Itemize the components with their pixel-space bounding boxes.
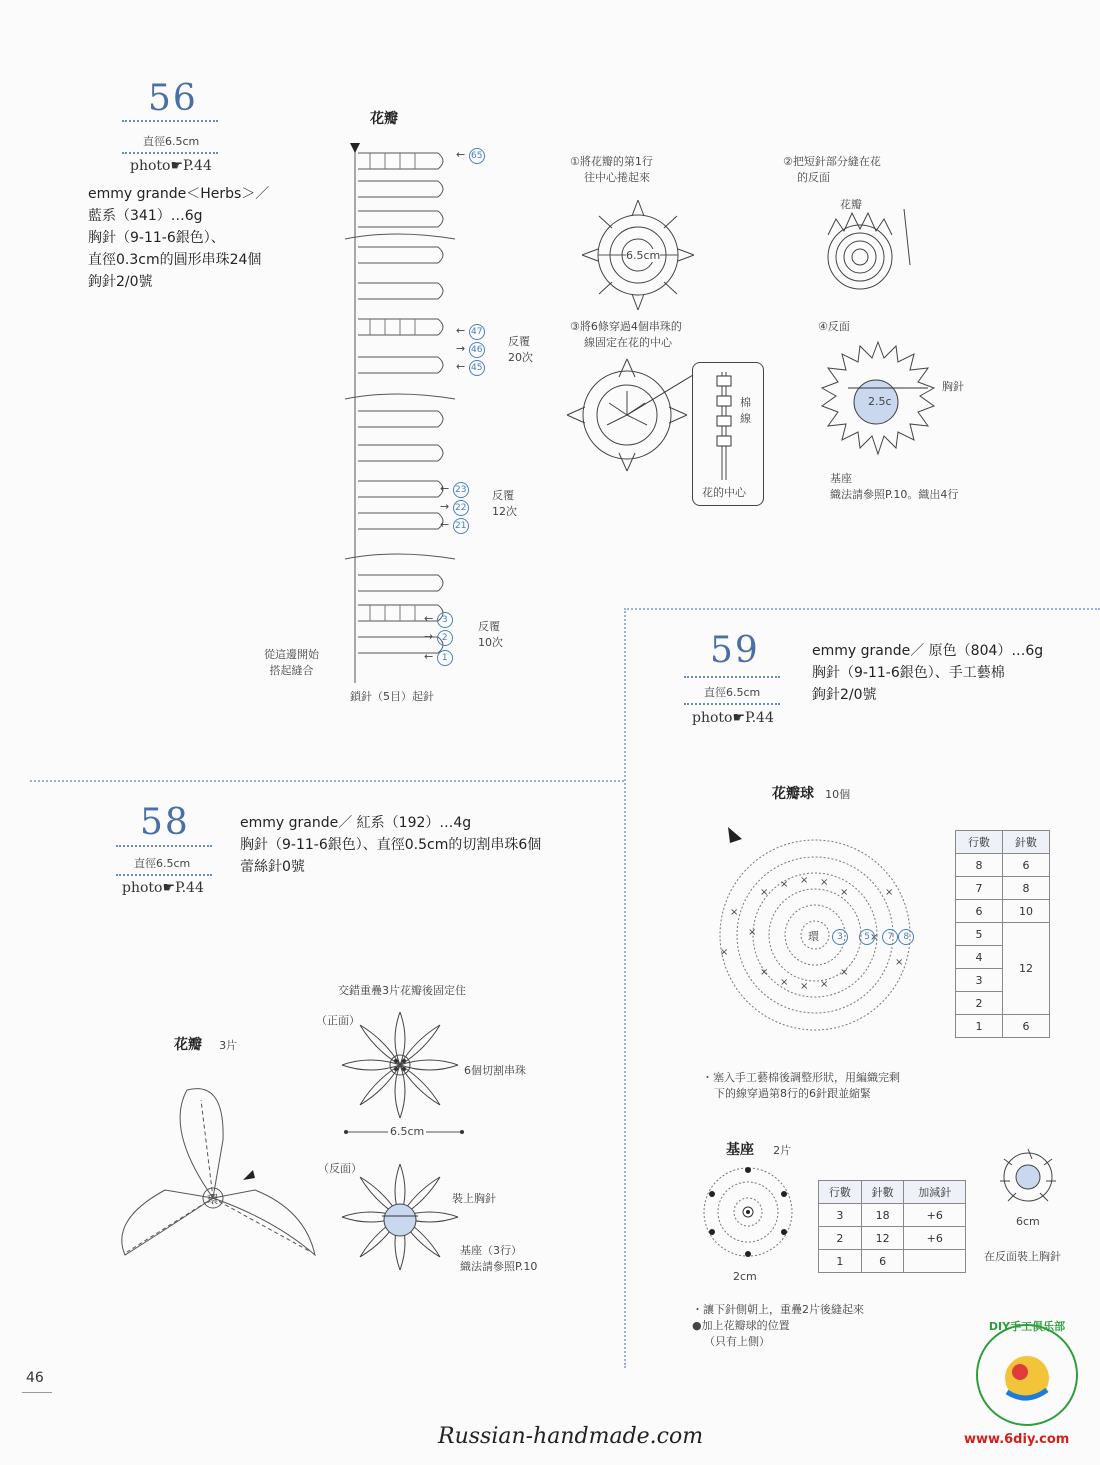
flower-back-58-diagram xyxy=(340,1162,460,1277)
pattern-56-diameter: 直徑6.5cm xyxy=(143,135,200,148)
base-title: 基座 2片 xyxy=(726,1142,792,1158)
front-label: （正面） xyxy=(316,1014,360,1027)
pattern-56-photo-ref: photo☛P.44 xyxy=(130,158,212,174)
divider-left xyxy=(30,780,624,782)
base-size-6: 6cm xyxy=(1016,1215,1040,1228)
size-2-5: 2.5c xyxy=(868,395,892,408)
dotted-rule xyxy=(116,874,212,876)
dotted-rule xyxy=(116,845,212,847)
back-brooch-diagram xyxy=(990,1145,1070,1215)
chain-note: 鎖針（5目）起針 xyxy=(350,690,434,703)
step-3: ③將6條穿過4個串珠的 線固定在花的中心 xyxy=(570,320,682,349)
back-label: （反面） xyxy=(318,1162,362,1175)
petal-58-title: 花瓣 3片 xyxy=(174,1037,238,1053)
ball-table: 行數 針數 8 6 7 8 6 10 5 12 4 3 2 1 6 xyxy=(955,830,1050,1038)
page-number-rule xyxy=(22,1392,52,1393)
petal-chart-title: 花瓣 xyxy=(370,111,398,127)
svg-text:×: × xyxy=(800,875,809,886)
step-2: ②把短針部分縫在花 的反面 xyxy=(783,155,881,184)
ball-title: 花瓣球 10個 xyxy=(772,786,851,802)
row-marker-3: ← 3 xyxy=(424,612,453,628)
logo-text: DIY手工俱乐部 xyxy=(988,1320,1066,1333)
width-label: 6.5cm xyxy=(390,1125,425,1138)
pattern-58-photo-ref: photo☛P.44 xyxy=(122,880,204,896)
ball-note: ・塞入手工藝棉後調整形狀，用編織完剩 下的線穿過第8行的6針跟並縮緊 xyxy=(702,1071,900,1100)
pattern-59-materials xyxy=(812,640,1043,706)
row-marker-22: → 22 xyxy=(440,500,469,516)
site-logo xyxy=(964,1320,1082,1450)
petal-ring: 環 xyxy=(207,1193,218,1206)
svg-text:×: × xyxy=(720,947,729,958)
pattern-59-number: 59 xyxy=(710,630,760,671)
base-size-2: 2cm xyxy=(733,1270,757,1283)
flower-center-label: 花的中心 xyxy=(702,486,746,499)
watermark-text: Russian-handmade.com xyxy=(438,1424,704,1449)
repeat-note-a: 反覆 20次 xyxy=(508,335,533,364)
size-6-5: 6.5cm xyxy=(626,249,661,262)
svg-text:×: × xyxy=(820,979,829,990)
pattern-58-number: 58 xyxy=(140,802,190,843)
material-line: 胸針（9-11-6銀色）、 xyxy=(88,230,225,246)
back-note: 在反面裝上胸針 xyxy=(984,1250,1061,1263)
base-chart xyxy=(698,1160,803,1265)
row-marker-21: ← 21 xyxy=(440,518,469,534)
svg-text:×: × xyxy=(840,887,849,898)
ball-row-labels: 3 5 7 8 xyxy=(832,924,914,945)
material-line: 直徑0.3cm的圓形串珠24個 xyxy=(88,252,262,268)
material-line: emmy grande／ 原色（804）…6g xyxy=(812,643,1044,659)
svg-text:×: × xyxy=(870,932,879,943)
svg-text:×: × xyxy=(748,927,757,938)
step-1: ①將花瓣的第1行 往中心捲起來 xyxy=(570,155,653,184)
repeat-note-c: 反覆 10次 xyxy=(478,620,503,649)
brooch-58-label: 裝上胸針 xyxy=(452,1192,496,1205)
pattern-59-diameter: 直徑6.5cm xyxy=(704,686,761,699)
brooch-label: 胸針 xyxy=(942,380,964,393)
row-marker-46: → 46 xyxy=(456,342,485,358)
step-2-petal-label: 花瓣 xyxy=(840,198,862,211)
pattern-56-materials xyxy=(88,183,269,293)
base-label: 基座 織法請參照P.10。織出4行 xyxy=(830,472,959,501)
row-marker-45: ← 45 xyxy=(456,360,485,376)
pattern-58-materials xyxy=(240,812,541,878)
material-line: 藍系（341）…6g xyxy=(88,208,203,224)
page-number: 46 xyxy=(26,1370,44,1386)
material-line: emmy grande／ 紅系（192）…4g xyxy=(240,815,472,831)
svg-text:×: × xyxy=(760,967,769,978)
material-line: 胸針（9-11-6銀色）、手工藝棉 xyxy=(812,665,1005,681)
base-table: 行數 針數 加減針 3 18 +6 2 12 +6 1 6 xyxy=(818,1180,966,1273)
cotton-label: 棉線 xyxy=(740,396,751,425)
svg-text:×: × xyxy=(820,877,829,888)
logo-url: www.6diy.com xyxy=(964,1432,1070,1447)
row-marker-1: ← 1 xyxy=(424,650,453,666)
three-petal-chart xyxy=(105,1070,330,1270)
svg-text:×: × xyxy=(780,977,789,988)
bead-strand-diagram xyxy=(704,372,744,482)
svg-text:×: × xyxy=(895,957,904,968)
dotted-rule xyxy=(684,676,780,678)
start-note: 從這邊開始 搭起縫合 xyxy=(264,648,319,677)
svg-text:×: × xyxy=(800,981,809,992)
base-58-label: 基座（3行） 織法請參照P.10 xyxy=(460,1244,538,1273)
dotted-rule xyxy=(122,152,218,154)
svg-text:×: × xyxy=(885,887,894,898)
svg-text:×: × xyxy=(780,879,789,890)
base-notes: ・讓下針側朝上，重疊2片後縫起來 ●加上花瓣球的位置 （只有上側） xyxy=(692,1303,864,1348)
material-line: emmy grande＜Herbs＞／ xyxy=(88,186,270,202)
step-4: ④反面 xyxy=(818,320,850,333)
ball-ring: 環 xyxy=(808,930,819,943)
material-line: 鉤針2/0號 xyxy=(812,687,877,703)
sewing-diagram xyxy=(818,205,928,295)
pattern-59-photo-ref: photo☛P.44 xyxy=(692,710,774,726)
dotted-rule xyxy=(684,703,780,705)
flower-beads-diagram xyxy=(565,355,695,475)
divider-vertical xyxy=(624,608,626,1368)
pattern-56-number: 56 xyxy=(148,78,198,119)
dotted-rule xyxy=(122,120,218,122)
row-marker-2: → 2 xyxy=(424,630,453,646)
material-line: 胸針（9-11-6銀色）、直徑0.5cm的切割串珠6個 xyxy=(240,837,542,853)
svg-text:×: × xyxy=(730,907,739,918)
repeat-note-b: 反覆 12次 xyxy=(492,489,517,518)
material-line: 鉤針2/0號 xyxy=(88,274,153,290)
pattern-58-diameter: 直徑6.5cm xyxy=(134,857,191,870)
row-marker-47: ← 47 xyxy=(456,324,485,340)
svg-text:×: × xyxy=(840,967,849,978)
divider-top-right xyxy=(624,608,1100,610)
beads-label: 6個切割串珠 xyxy=(464,1064,526,1077)
logo-icon xyxy=(972,1320,1082,1430)
overlap-note: 交錯重疊3片花瓣後固定住 xyxy=(338,984,466,997)
svg-text:×: × xyxy=(760,887,769,898)
flower-front-diagram xyxy=(340,1010,460,1125)
row-marker-65: ← 65 xyxy=(456,148,485,164)
material-line: 蕾絲針0號 xyxy=(240,859,305,875)
petal-chart-diagram xyxy=(340,135,460,695)
row-marker-23: ← 23 xyxy=(440,482,469,498)
